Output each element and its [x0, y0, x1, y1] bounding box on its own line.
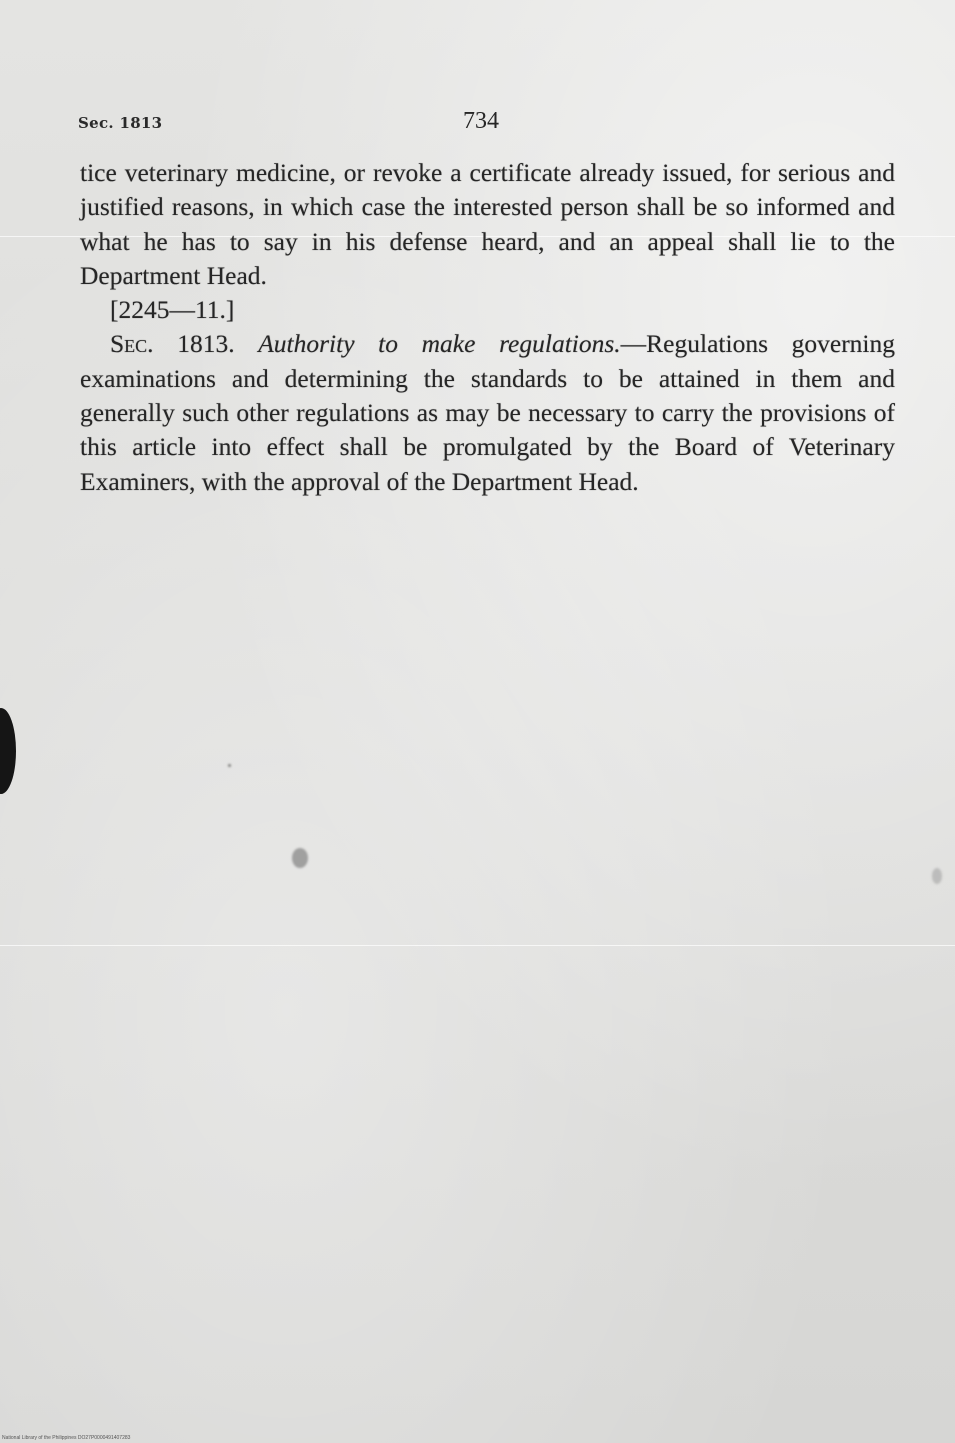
source-note: [2245—11.] [110, 295, 235, 325]
section-1813-paragraph [80, 327, 895, 498]
page-number: 734 [463, 108, 499, 134]
scan-speck [228, 764, 231, 767]
paragraph-continuation: tice veterinary medicine, or revoke a certificate already issued, for serious and justified reasons, in which case the interested person shall be so informed and what he has to say in his defense heard, and an appeal shall lie to the Department Head. [80, 158, 895, 290]
footer-credit: National Library of the Philippines DO27P0000491407283 [2, 1435, 131, 1441]
section-text: Regulations governing examinations and determining the standards to be attained in them and generally such other regulations as may be necessary to carry the provisions of this article into effect shall be promulgated by the Board of Veterinary Examiners, with the approval of the Department Head. [80, 329, 896, 496]
section-number: 1813. [177, 329, 235, 359]
section-label: Sec. [110, 329, 154, 359]
running-head [78, 108, 898, 136]
fold-line [0, 945, 955, 946]
scan-edge-blot [0, 708, 16, 794]
section-reference: Sec. 1813 [78, 114, 163, 132]
scan-speck [292, 848, 308, 868]
scan-speck [932, 868, 942, 884]
section-title: Authority to make regulations. [258, 329, 621, 359]
body-text [80, 156, 895, 499]
section-dash: — [620, 329, 647, 359]
